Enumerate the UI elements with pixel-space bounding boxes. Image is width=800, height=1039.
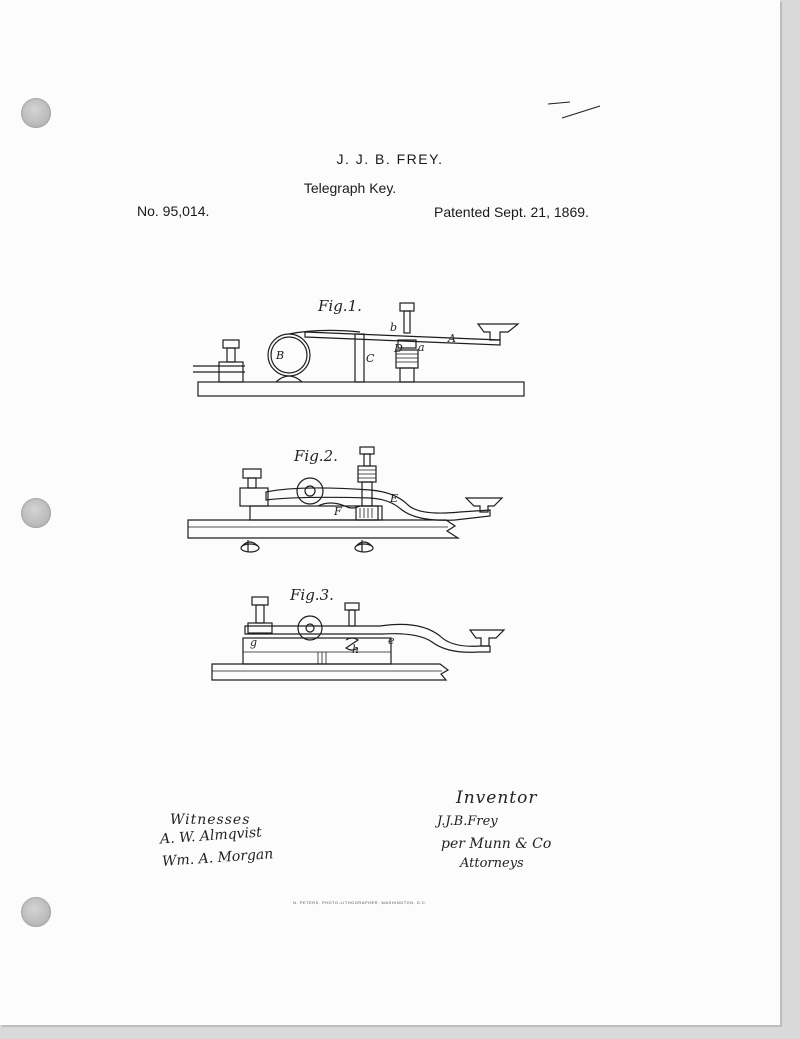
witnesses-label: Witnesses — [170, 812, 251, 828]
svg-text:C: C — [366, 352, 375, 365]
svg-text:D: D — [394, 342, 403, 355]
figure-3 — [212, 586, 504, 680]
svg-text:A: A — [448, 332, 456, 345]
attorney-signature: per Munn & Co — [441, 836, 552, 852]
fig2-base — [188, 520, 458, 538]
patent-date: Patented Sept. 21, 1869. — [434, 204, 589, 220]
fig1-base — [198, 382, 524, 396]
svg-text:E: E — [390, 492, 399, 505]
inventor-signature: J.J.B.Frey — [437, 814, 498, 829]
fig1-label: Fig.1. — [318, 297, 362, 315]
patent-number: No. 95,014. — [137, 203, 210, 219]
svg-text:h: h — [352, 643, 360, 656]
fig3-base — [212, 664, 448, 680]
patent-subject: Telegraph Key. — [303, 180, 397, 196]
svg-text:e: e — [388, 634, 395, 647]
fig1-spring-coil — [268, 334, 310, 376]
witness-signature-1: A. W. Almqvist — [159, 824, 263, 848]
printer-imprint: N. PETERS, PHOTO-LITHOGRAPHER, WASHINGTON, D.C. — [293, 900, 427, 905]
fig3-label: Fig.3. — [290, 586, 334, 604]
witness-signature-2: Wm. A. Morgan — [161, 846, 274, 870]
fig2-label: Fig.2. — [294, 447, 338, 465]
fig3-pivot — [298, 616, 322, 640]
figure-1 — [193, 297, 524, 396]
fig1-pillar — [355, 334, 364, 382]
fig2-pivot — [297, 478, 323, 504]
attorney-title: Attorneys — [460, 856, 524, 871]
svg-text:b: b — [390, 321, 398, 334]
stray-mark — [548, 102, 600, 118]
figure-2 — [188, 447, 502, 552]
svg-text:a: a — [418, 341, 425, 354]
inventor-heading: J. J. B. FREY. — [336, 151, 444, 167]
svg-text:F: F — [334, 505, 342, 518]
fig1-knob — [478, 324, 518, 340]
svg-text:B: B — [276, 349, 285, 362]
inventor-label: Inventor — [456, 788, 538, 808]
svg-text:g: g — [250, 636, 258, 649]
